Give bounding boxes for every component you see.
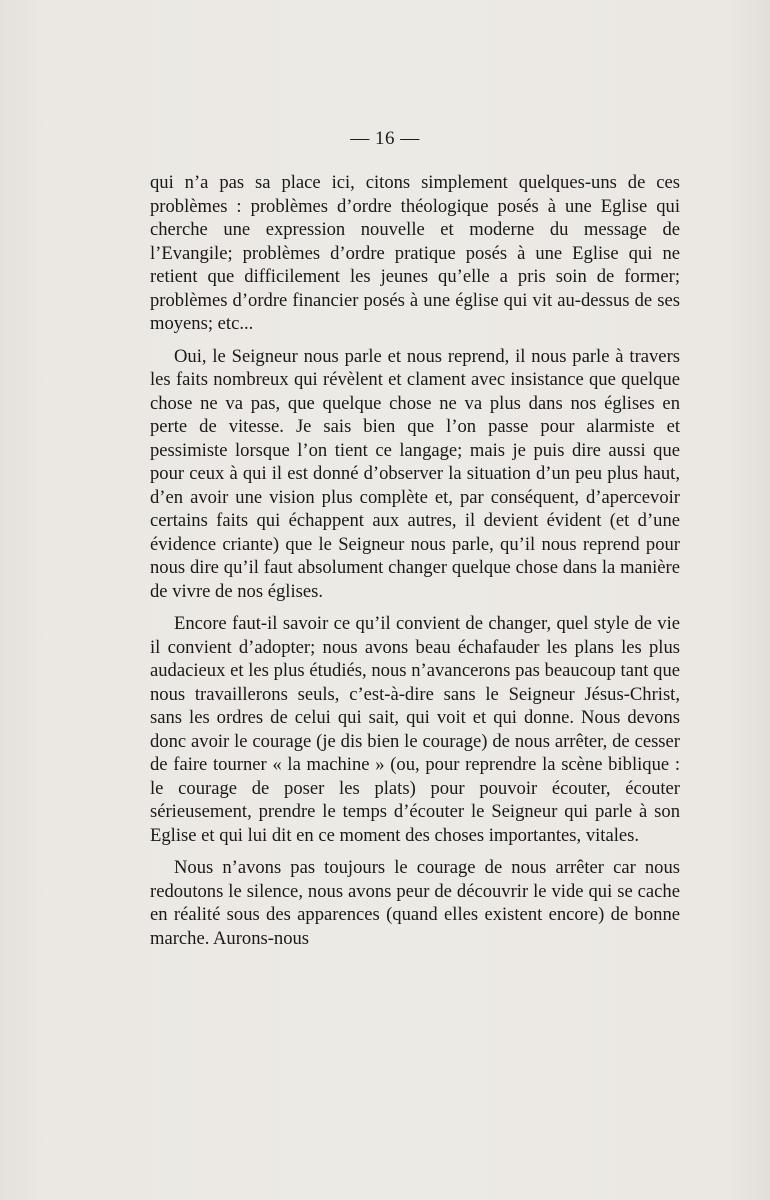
body-text — [150, 171, 680, 959]
paragraph-2: Oui, le Seigneur nous parle et nous reprend, il nous parle à travers les faits nombreux qui révèlent et clament avec insistance que quelque chose ne va pas, que quelque chose ne va plus dans nos églises en perte de vitesse. Je sais bien que l’on passe pour alarmiste et pessimiste lorsque l’on tient ce langage; mais je puis dire aussi que pour ceux à qui il est donné d’observer la situation d’un peu plus haut, d’en avoir une vision plus complète et, par conséquent, d’apercevoir certains faits qui échappent aux autres, il devient évident (et d’une évidence criante) que le Seigneur nous parle, qu’il nous reprend pour nous dire qu’il faut absolument changer quelque chose dans la manière de vivre de nos églises. — [150, 345, 680, 602]
paragraph-4: Nous n’avons pas toujours le courage de nous arrêter car nous redoutons le silence, nous avons peur de découvrir le vide qui se cache en réalité sous des apparences (quand elles existent encore) de bonne marche. Aurons-nous — [150, 857, 680, 949]
page-number: — 16 — — [350, 128, 420, 149]
paragraph-3: Encore faut-il savoir ce qu’il convient de changer, quel style de vie il convient d’adopter; nous avons beau échafauder les plans les plus audacieux et les plus étudiés, nous n’avancerons pas beaucoup tant que nous travaillerons seuls, c’est-à-dire sans le Seigneur Jésus-Christ, sans les ordres de celui qui sait, qui voit et qui donne. Nous devons donc avoir le courage (je dis bien le courage) de nous arrêter, de cesser de faire tourner « la machine » (ou, pour reprendre la scène biblique : le courage de poser les plats) pour pouvoir écouter, écouter sérieusement, prendre le temps d’écouter le Seigneur qui parle à son Eglise et qui lui dit en ce moment des choses importantes, vitales. — [150, 613, 680, 846]
paragraph-1: qui n’a pas sa place ici, citons simplement quelques-uns de ces problèmes : problèmes d’ordre théologique posés à une Eglise qui cherche une expression nouvelle et moderne du message de l’Evangile; problèmes d’ordre pratique posés à une Eglise qui ne retient que difficilement les jeunes qu’elle a pris soin de former; problèmes d’ordre financier posés à une église qui vit au-dessus de ses moyens; etc... — [150, 172, 680, 334]
